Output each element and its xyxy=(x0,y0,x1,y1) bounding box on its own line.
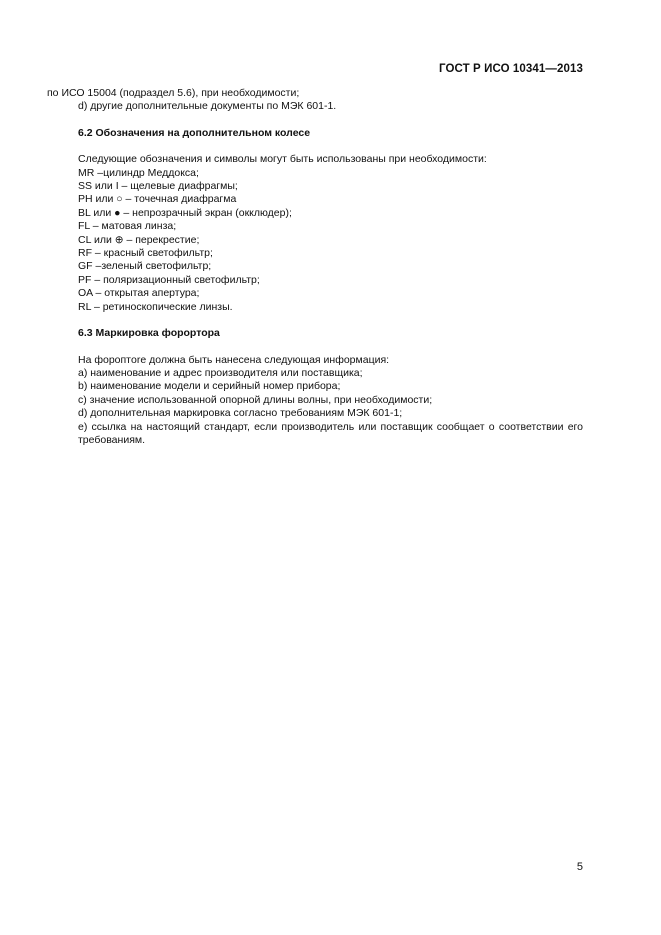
list-item: d) дополнительная маркировка согласно требованиям МЭК 601-1; xyxy=(78,407,403,420)
section-6-2-lead: Следующие обозначения и символы могут быть использованы при необходимости: xyxy=(78,153,487,166)
page-number: 5 xyxy=(576,861,583,873)
list-item: PF – поляризационный светофильтр; xyxy=(78,273,260,286)
intro-item-d: d) другие дополнительные документы по МЭК 601-1. xyxy=(78,100,337,113)
list-item: FL – матовая линза; xyxy=(78,220,177,233)
list-item: GF –зеленый светофильтр; xyxy=(78,260,212,273)
list-item: a) наименование и адрес производителя или поставщика; xyxy=(78,366,363,379)
list-item: RF – красный светофильтр; xyxy=(78,247,213,260)
list-item: BL или ● – непрозрачный экран (окклюдер); xyxy=(78,206,292,219)
list-item: MR –цилиндр Меддокса; xyxy=(78,166,199,179)
list-item: OA – открытая апертура; xyxy=(78,287,200,300)
section-6-2-heading: 6.2 Обозначения на дополнительном колесе xyxy=(78,126,311,139)
list-item-e: e) ссылка на настоящий стандарт, если производитель или поставщик сообщает о соответствии его требованиям. xyxy=(78,420,583,446)
list-item: b) наименование модели и серийный номер прибора; xyxy=(78,380,341,393)
list-item: SS или I – щелевые диафрагмы; xyxy=(78,180,238,193)
standard-designation: ГОСТ Р ИСО 10341—2013 xyxy=(438,63,583,75)
section-6-3-lead: На фороптore должна быть нанесена следующая информация: xyxy=(78,353,390,366)
list-item: c) значение использованной опорной длины волны, при необходимости; xyxy=(78,393,433,406)
symbol-list xyxy=(47,167,583,314)
list-item: RL – ретиноскопические линзы. xyxy=(78,300,233,313)
page-body xyxy=(47,87,583,447)
list-item: PH или ○ – точечная диафрагма xyxy=(78,193,237,206)
section-6-3-heading: 6.3 Маркировка форортора xyxy=(78,327,220,340)
list-item: CL или ⊕ – перекрестие; xyxy=(78,233,200,246)
intro-continuation: по ИСО 15004 (подраздел 5.6), при необходимости; xyxy=(47,87,300,99)
